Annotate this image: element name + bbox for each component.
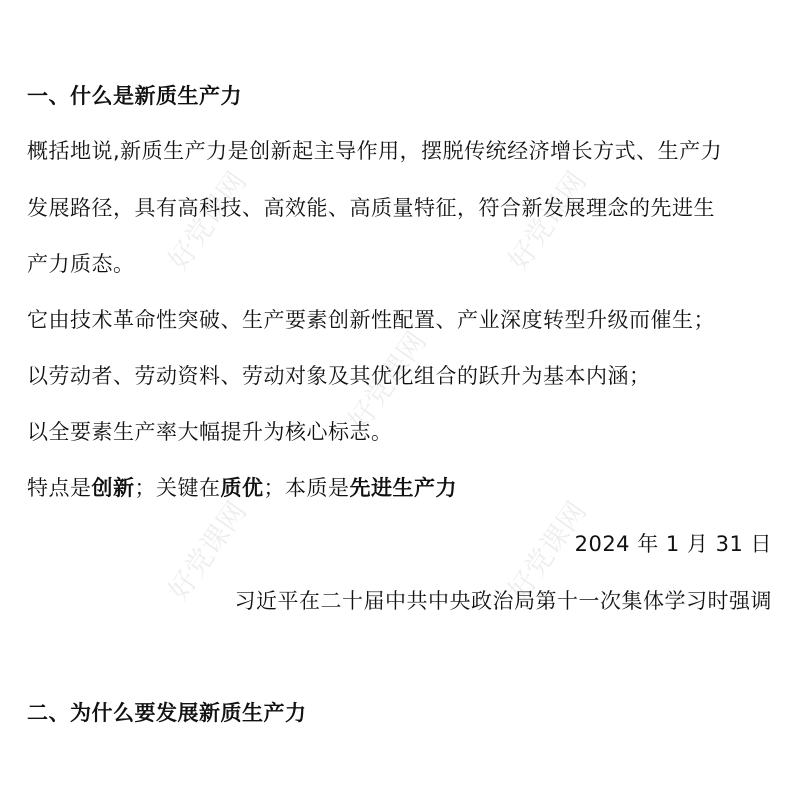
paragraph-line: 它由技术革命性突破、生产要素创新性配置、产业深度转型升级而催生； bbox=[27, 308, 715, 332]
features-text: ；关键在 bbox=[134, 476, 221, 500]
watermark: 好党课网 bbox=[341, 325, 433, 437]
watermark: 好党课网 bbox=[501, 495, 593, 607]
date-line: 2024 年 1 月 31 日 bbox=[574, 532, 772, 556]
section2-heading: 二、为什么要发展新质生产力 bbox=[27, 701, 307, 725]
paragraph-line: 以劳动者、劳动资料、劳动对象及其优化组合的跃升为基本内涵； bbox=[27, 364, 651, 388]
features-bold-innovation: 创新 bbox=[91, 476, 135, 500]
section1-heading: 一、什么是新质生产力 bbox=[27, 84, 242, 108]
paragraph-line: 发展路径，具有高科技、高效能、高质量特征，符合新发展理念的先进生 bbox=[27, 196, 715, 220]
features-line bbox=[27, 474, 457, 502]
features-text: ；本质是 bbox=[263, 476, 350, 500]
watermark: 好党课网 bbox=[161, 495, 253, 607]
paragraph-line: 以全要素生产率大幅提升为核心标志。 bbox=[27, 420, 393, 444]
features-bold-quality: 质优 bbox=[220, 476, 264, 500]
paragraph-line: 概括地说,新质生产力是创新起主导作用，摆脱传统经济增长方式、生产力 bbox=[27, 139, 723, 163]
watermark: 好党课网 bbox=[161, 165, 253, 277]
watermark: 好党课网 bbox=[501, 165, 593, 277]
source-line: 习近平在二十届中共中央政治局第十一次集体学习时强调 bbox=[234, 589, 772, 613]
paragraph-line: 产力质态。 bbox=[27, 252, 135, 276]
features-bold-advanced: 先进生产力 bbox=[349, 476, 457, 500]
features-text: 特点是 bbox=[27, 476, 92, 500]
